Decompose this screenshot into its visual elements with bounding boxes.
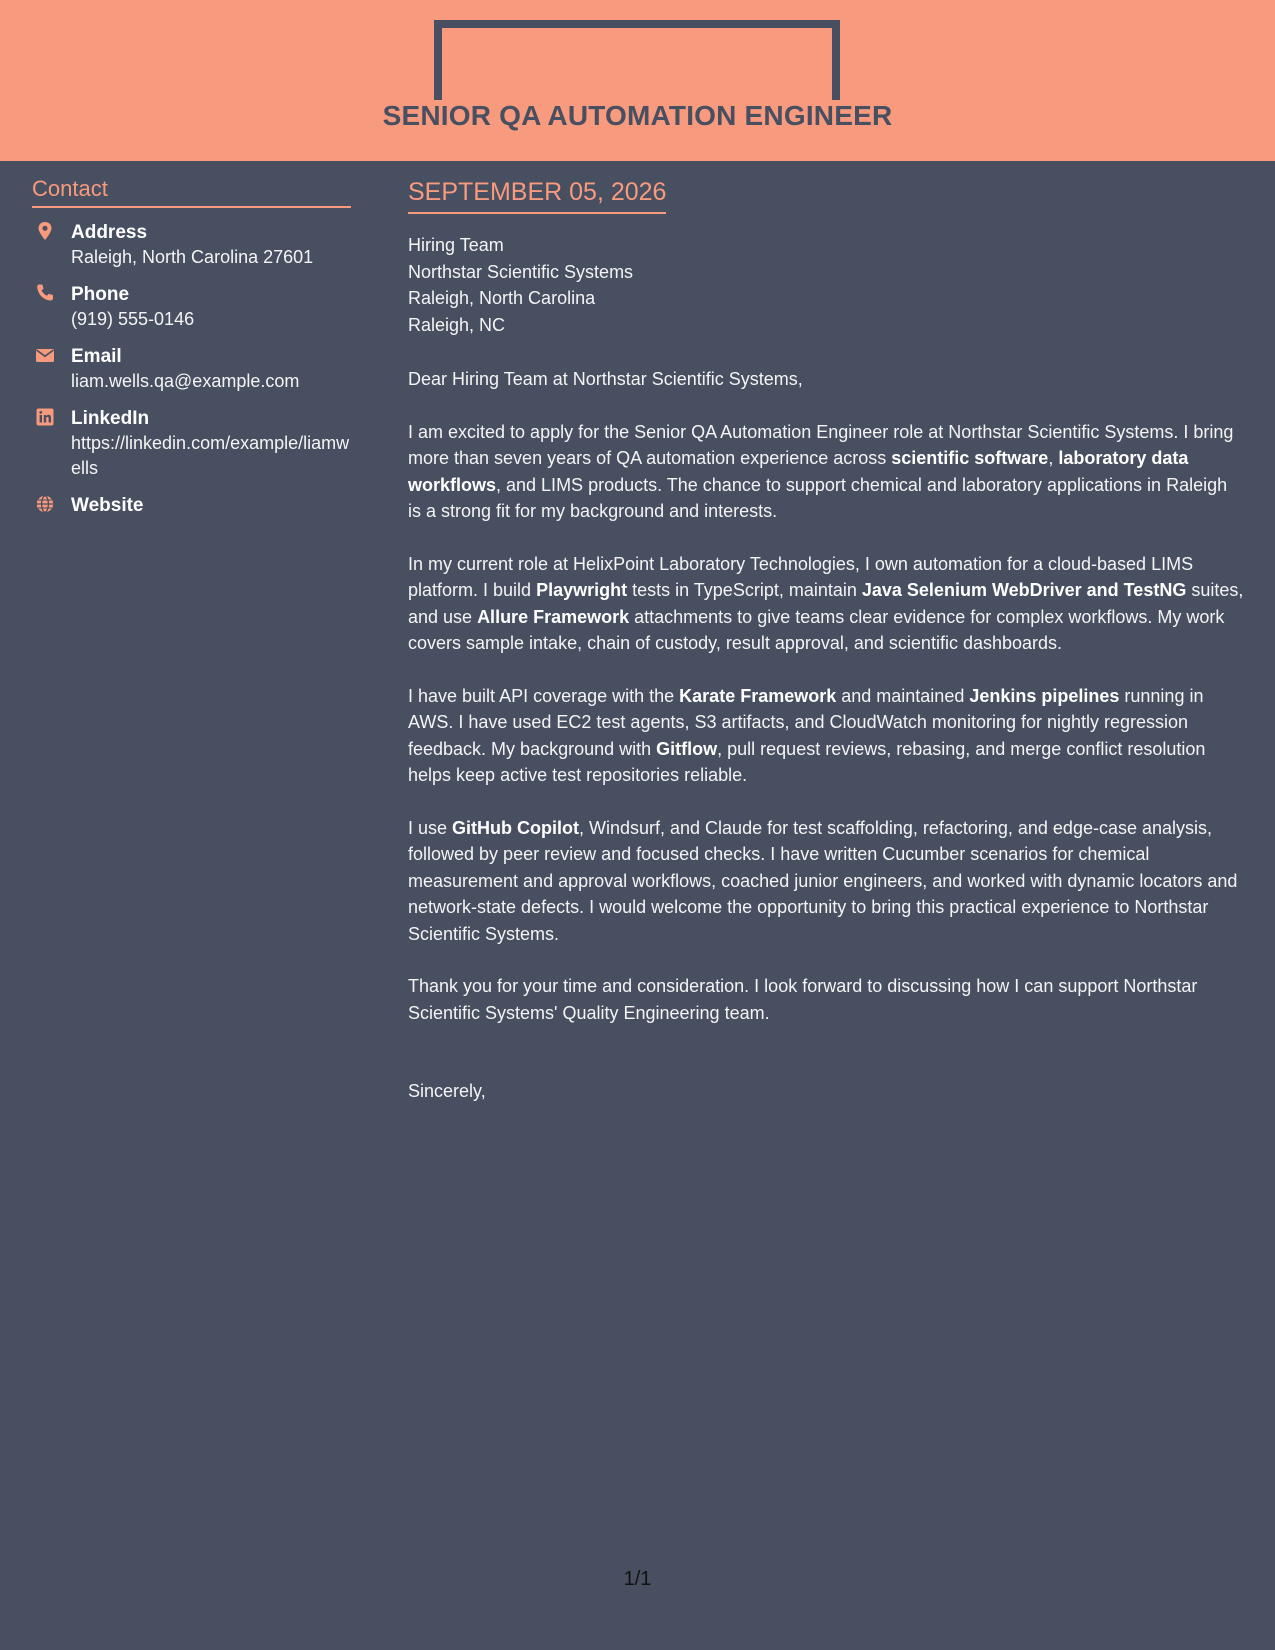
paragraph-text: I use (408, 817, 453, 838)
paragraph-text: suites, and use (408, 580, 1244, 627)
letter-paragraph (408, 683, 1244, 789)
recipient-line: Raleigh, North Carolina (408, 288, 596, 308)
emphasized-text: Karate Framework (679, 685, 837, 706)
contact-item-website (32, 493, 351, 518)
emphasized-text: Playwright (536, 580, 628, 600)
letter-body (408, 178, 1244, 1131)
job-title (0, 100, 1275, 132)
paragraph-text: running in AWS. I have used EC2 test agents, S3 artifacts, and CloudWatch monitoring for nightly regression feedback. My background with (408, 685, 1204, 759)
map-pin-icon (35, 221, 55, 241)
paragraph-text: , and LIMS products. The chance to support chemical and laboratory applications in Raleigh is a strong fit for my background and interests. (408, 474, 1228, 521)
contact-label: Address (71, 222, 148, 243)
paragraph-text: and maintained (836, 685, 970, 706)
recipient-line: Northstar Scientific Systems (408, 261, 634, 282)
contact-value: Raleigh, North Carolina 27601 (71, 247, 314, 267)
contact-item-linkedin (32, 406, 351, 481)
emphasized-text: scientific software (891, 448, 1049, 468)
emphasized-text: GitHub Copilot (452, 817, 579, 838)
contact-value: liam.wells.qa@example.com (71, 371, 300, 391)
recipient-line: Raleigh, NC (408, 314, 506, 335)
linkedin-link[interactable]: https://linkedin.com/example/liamwells (71, 433, 350, 478)
paragraph-text: , (1048, 448, 1059, 468)
header-bracket-decoration (434, 20, 840, 102)
linkedin-icon (35, 407, 55, 427)
contact-item-email (32, 344, 351, 394)
paragraph-text: I have built API coverage with the (408, 685, 680, 706)
letter-paragraph (408, 551, 1244, 657)
contact-item-phone (32, 282, 351, 332)
paragraph-text: In my current role at HelixPoint Laboratory Technologies, I own automation for a cloud-based LIMS platform. I build (408, 553, 1194, 600)
header-banner (0, 0, 1275, 161)
job-title-text: SENIOR QA AUTOMATION ENGINEER (377, 100, 899, 131)
emphasized-text: Java Selenium WebDriver and TestNG (861, 580, 1187, 600)
paragraph-text: , Windsurf, and Claude for test scaffolding, refactoring, and edge-case analysis, followed by peer review and focused checks. I have written Cucumber scenarios for chemical measurement and approval workflows, coached junior engineers, and worked with dynamic locators and network-state defects. I would welcome the opportunity to bring this practical experience to Northstar Scientific Systems. (408, 817, 1238, 944)
letter-paragraph (408, 419, 1244, 525)
recipient-line: Hiring Team (408, 235, 504, 255)
page-number: 1/1 (623, 1568, 652, 1590)
recipient-block (408, 232, 1244, 338)
letter-date: SEPTEMBER 05, 2026 (408, 178, 666, 214)
globe-icon (35, 494, 55, 514)
contact-item-address (32, 220, 351, 270)
phone-icon (35, 283, 55, 303)
contact-sidebar (32, 176, 351, 530)
emphasized-text: Jenkins pipelines (969, 685, 1120, 706)
emphasized-text: Allure Framework (477, 606, 630, 627)
contact-label: Website (71, 495, 144, 516)
paragraph-text: , pull request reviews, rebasing, and merge conflict resolution helps keep active test repositories reliable. (408, 738, 1206, 785)
contact-label: Phone (71, 284, 130, 305)
paragraph-text: tests in TypeScript, maintain (627, 580, 862, 600)
letter-paragraphs (408, 419, 1244, 1027)
contact-value: (919) 555-0146 (71, 309, 195, 329)
contact-label: LinkedIn (71, 408, 150, 429)
contact-heading: Contact (32, 176, 351, 208)
paragraph-text: Thank you for your time and consideration. I look forward to discussing how I can support Northstar Scientific Systems' Quality Engineering team. (408, 976, 1198, 1023)
letter-paragraph (408, 973, 1244, 1026)
envelope-icon (35, 345, 55, 365)
closing: Sincerely, (408, 1081, 486, 1101)
emphasized-text: laboratory data workflows (408, 448, 1189, 495)
paragraph-text: I am excited to apply for the Senior QA Automation Engineer role at Northstar Scientific Systems. I bring more than seven years of QA automation experience across (408, 421, 1234, 468)
emphasized-text: Gitflow (656, 738, 718, 759)
contact-label: Email (71, 346, 122, 367)
letter-paragraph (408, 815, 1244, 948)
paragraph-text: attachments to give teams clear evidence for complex workflows. My work covers sample intake, chain of custody, result approval, and scientific dashboards. (408, 606, 1225, 653)
greeting: Dear Hiring Team at Northstar Scientific Systems, (408, 369, 803, 389)
